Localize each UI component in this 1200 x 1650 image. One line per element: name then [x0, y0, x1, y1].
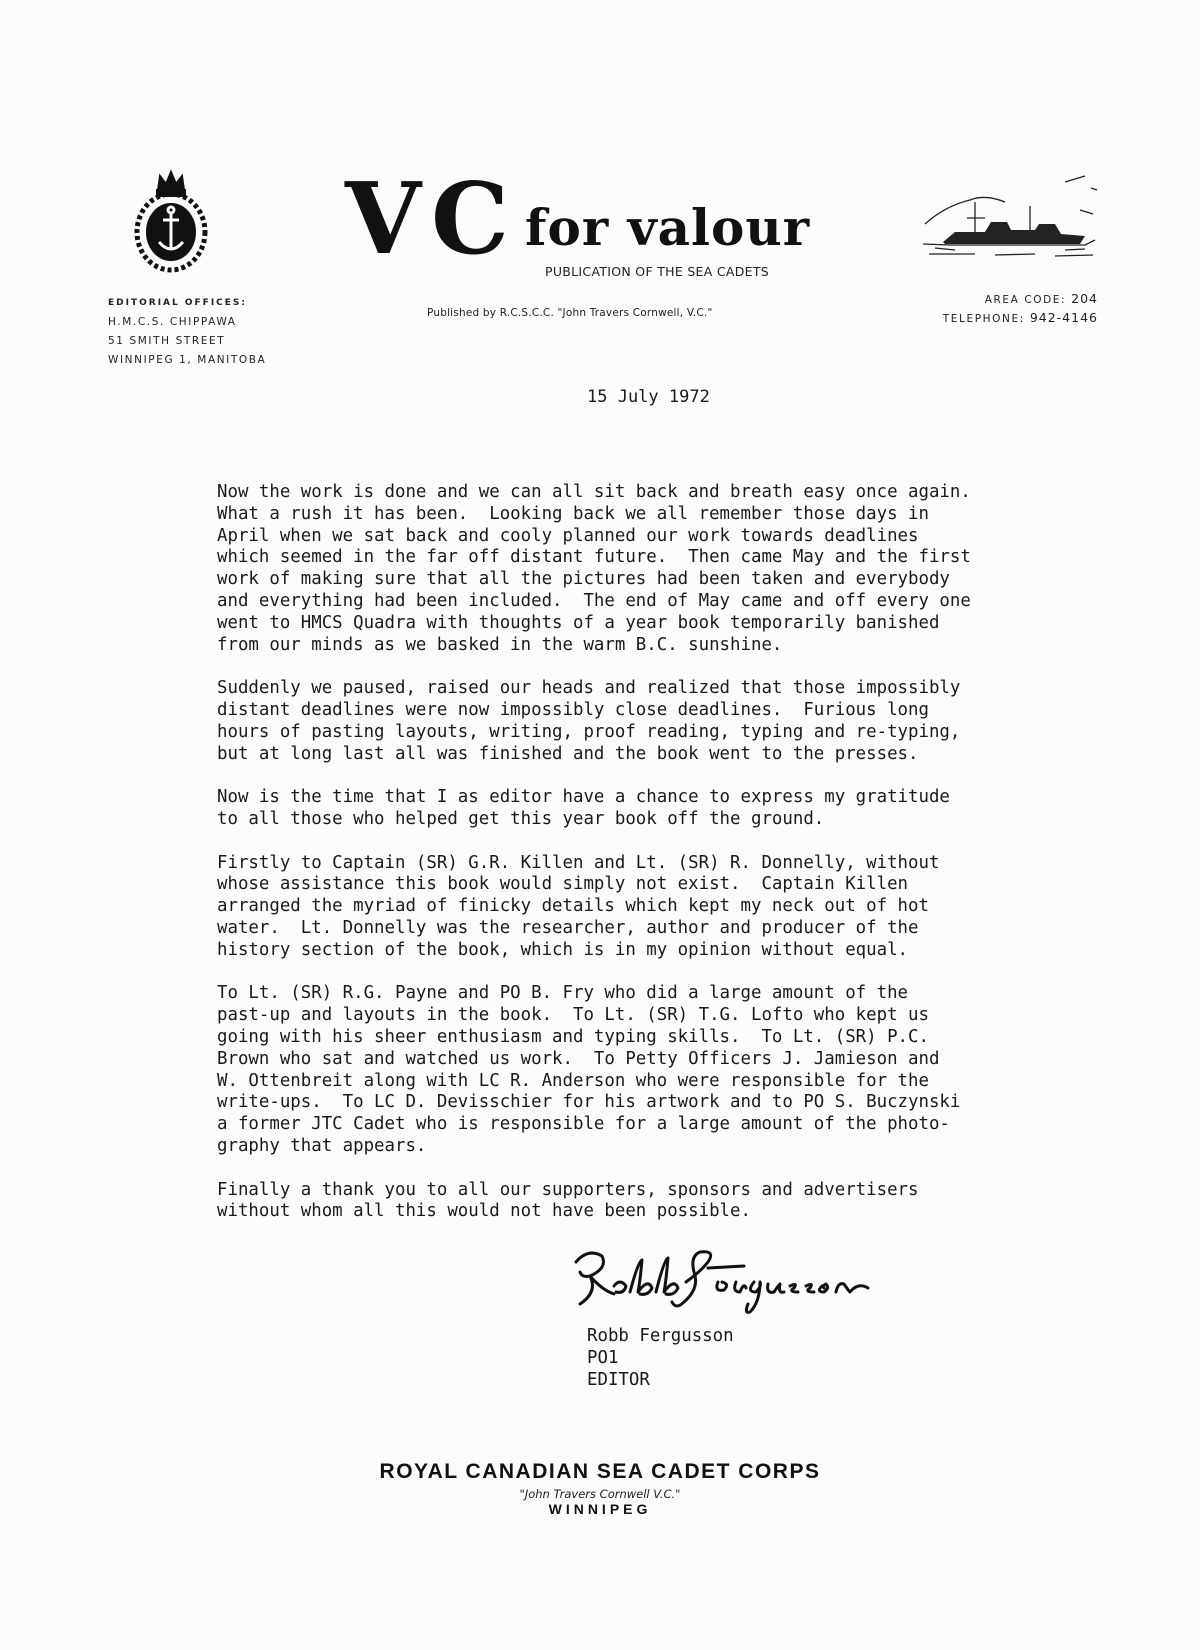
text-line: whose assistance this book would simply not exist. Captain Killen: [217, 874, 909, 895]
text-line: without whom all this would not have been possible.: [217, 1201, 751, 1222]
footer-ship-name: "John Travers Cornwell V.C.": [519, 1487, 681, 1501]
published-by: Published by R.C.S.C.C. "John Travers Cornwell, V.C.": [427, 307, 713, 319]
text-line: Suddenly we paused, raised our heads and realized that those impossibly: [217, 678, 961, 699]
handwritten-signature: [568, 1242, 908, 1322]
signoff-block: [587, 1325, 734, 1391]
text-line: work of making sure that all the pictures had been taken and everybody: [217, 569, 950, 590]
offices-line: H.M.C.S. CHIPPAWA: [108, 316, 237, 328]
text-line: to all those who helped get this year book off the ground.: [217, 808, 825, 829]
masthead: [345, 162, 865, 282]
text-line: distant deadlines were now impossibly close deadlines. Furious long: [217, 699, 929, 720]
naval-crest-icon: [130, 168, 212, 276]
text-line: Now is the time that I as editor have a chance to express my gratitude: [217, 787, 950, 808]
text-line: hours of pasting layouts, writing, proof reading, typing and re-typing,: [217, 721, 961, 742]
text-line: Finally a thank you to all our supporters, sponsors and advertisers: [217, 1179, 919, 1200]
editorial-offices: [108, 294, 266, 370]
paragraph: [217, 1180, 1037, 1224]
offices-line: WINNIPEG 1, MANITOBA: [108, 354, 267, 366]
telephone-value: 942-4146: [1029, 310, 1098, 325]
text-line: graphy that appears.: [217, 1135, 427, 1156]
text-line: arranged the myriad of finicky details which kept my neck out of hot: [217, 896, 929, 917]
text-line: Now the work is done and we can all sit back and breath easy once again.: [217, 482, 971, 502]
signoff-name: Robb Fergusson: [587, 1326, 734, 1346]
masthead-title: for valour: [525, 198, 811, 257]
footer-org: ROYAL CANADIAN SEA CADET CORPS: [379, 1460, 821, 1483]
text-line: water. Lt. Donnelly was the researcher, author and producer of the: [217, 917, 919, 938]
paragraph: [217, 678, 1037, 765]
text-line: past-up and layouts in the book. To Lt. (SR) T.G. Lofto who kept us: [217, 1005, 929, 1026]
paragraph: [217, 787, 1037, 831]
telephone-label: TELEPHONE:: [942, 313, 1025, 325]
letter-body: [217, 482, 1037, 1245]
area-code-value: 204: [1071, 291, 1098, 306]
text-line: going with his sheer enthusiasm and typing skills. To Lt. (SR) P.C.: [217, 1026, 929, 1047]
text-line: history section of the book, which is in my opinion without equal.: [217, 939, 909, 960]
text-line: from our minds as we basked in the warm B.C. sunshine.: [217, 634, 783, 655]
text-line: went to HMCS Quadra with thoughts of a year book temporarily banished: [217, 612, 940, 633]
signoff-rank: PO1: [587, 1348, 619, 1368]
publication-line: PUBLICATION OF THE SEA CADETS: [545, 264, 770, 279]
text-line: To Lt. (SR) R.G. Payne and PO B. Fry who did a large amount of the: [217, 983, 909, 1004]
phone-block: [943, 290, 1098, 328]
text-line: but at long last all was finished and the book went to the presses.: [217, 743, 919, 764]
paragraph: [217, 983, 1037, 1157]
text-line: Firstly to Captain (SR) G.R. Killen and Lt. (SR) R. Donnelly, without: [217, 852, 940, 873]
footer-city: WINNIPEG: [548, 1501, 652, 1517]
text-line: and everything had been included. The end of May came and off every one: [217, 590, 971, 611]
ship-sketch-icon: [915, 162, 1105, 267]
text-line: April when we sat back and cooly planned our work towards deadlines: [217, 525, 919, 546]
text-line: which seemed in the far off distant future. Then came May and the first: [217, 547, 971, 568]
offices-heading: EDITORIAL OFFICES:: [108, 298, 247, 308]
text-line: write-ups. To LC D. Devisschier for his artwork and to PO S. Buczynski: [217, 1092, 961, 1113]
text-line: What a rush it has been. Looking back we all remember those days in: [217, 503, 929, 524]
text-line: a former JTC Cadet who is responsible for a large amount of the photo-: [217, 1114, 950, 1135]
paragraph: [217, 482, 1037, 656]
masthead-vc-letters: VC: [345, 162, 520, 277]
letter-date: 15 July 1972: [587, 387, 710, 407]
footer: [0, 1460, 1200, 1517]
offices-line: 51 SMITH STREET: [108, 335, 226, 347]
paragraph: [217, 853, 1037, 962]
text-line: Brown who sat and watched us work. To Petty Officers J. Jamieson and: [217, 1048, 940, 1069]
text-line: W. Ottenbreit along with LC R. Anderson who were responsible for the: [217, 1070, 929, 1091]
area-code-label: AREA CODE:: [984, 294, 1067, 306]
signoff-title: EDITOR: [587, 1370, 650, 1390]
